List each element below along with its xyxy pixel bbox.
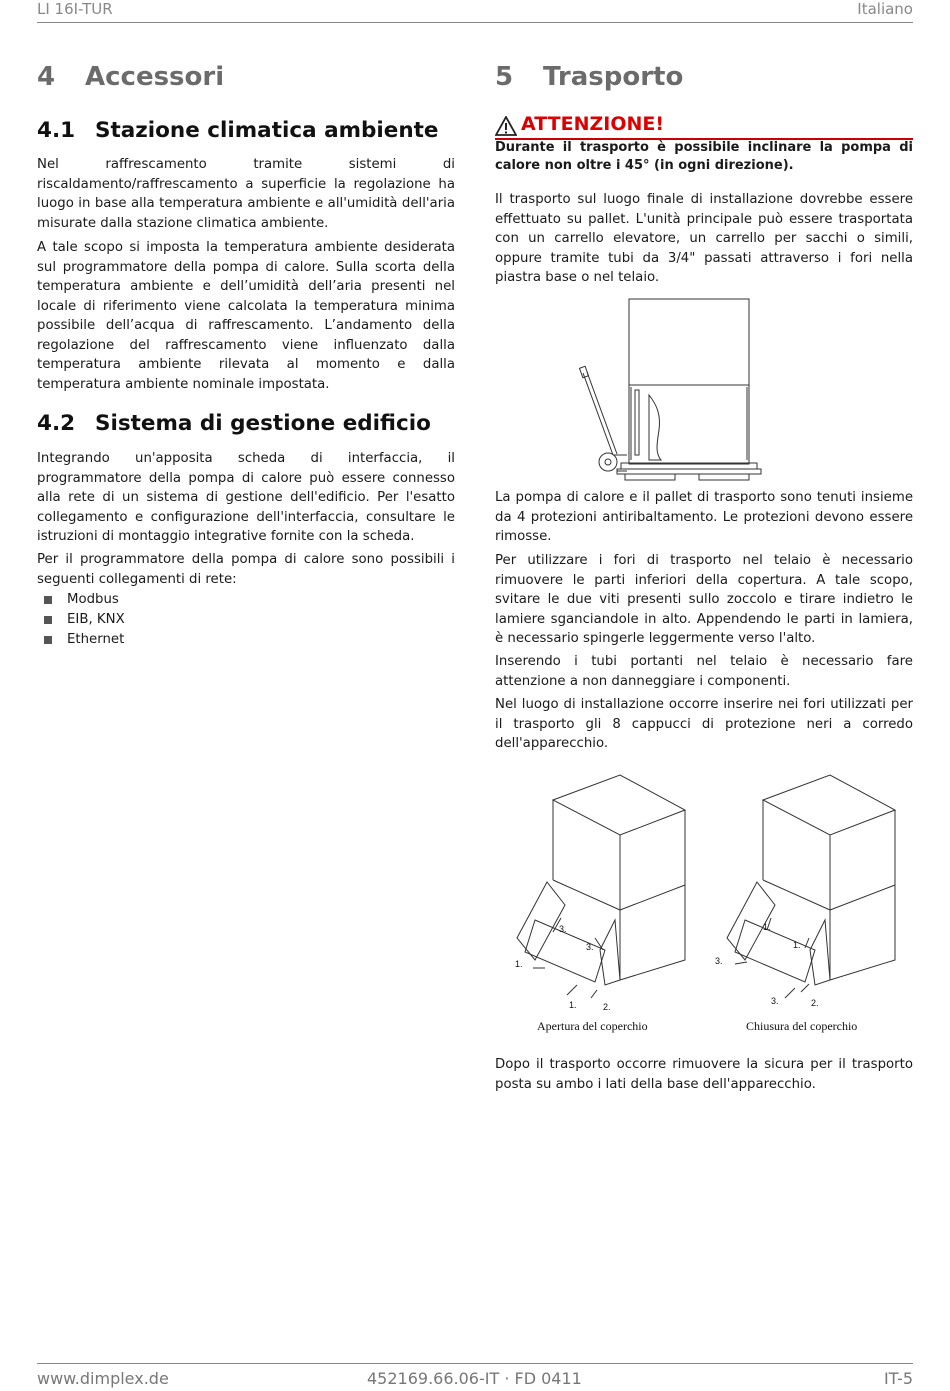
section-4-2-paragraph-2: Per il programmatore della pompa di calore sono possibili i seguenti collegamenti di rete: [37, 552, 455, 587]
section-4-2-paragraph-1: Integrando un'apposita scheda di interfaccia, il programmatore della pompa di calore può essere connesso alla rete di un sistema di gestione dell'edificio. Per l'esatto collegamento e configurazione dell'interfaccia, consultare le istruzioni di montaggio integrative fornite con la scheda. [37, 451, 455, 544]
section-4-2-heading [37, 411, 431, 436]
section-4-1-title: Stazione climatica ambiente [95, 118, 439, 143]
step-label: 2. [811, 998, 819, 1008]
step-label: 2. [603, 1002, 611, 1012]
footer-document-number: 452169.66.06-IT · FD 0411 [367, 1369, 582, 1388]
section-4-number: 4 [37, 62, 56, 92]
step-label: 3. [771, 996, 779, 1006]
section-4-heading [37, 62, 224, 92]
network-options-list [37, 590, 125, 650]
section-5-heading [495, 62, 683, 92]
step-label: 3. [715, 956, 723, 966]
cover-closing-figure [727, 775, 895, 998]
page-footer [37, 1363, 913, 1391]
step-label: 3. [559, 924, 567, 934]
section-5-paragraph-4: Inserendo i tubi portanti nel telaio è necessario fare attenzione a non danneggiare i componenti. [495, 654, 913, 689]
header-model: LI 16I-TUR [37, 0, 113, 18]
section-5-paragraph-2: La pompa di calore e il pallet di trasporto sono tenuti insieme da 4 protezioni antiribaltamento. Le protezioni devono essere rimosse. [495, 490, 913, 544]
header-language: Italiano [857, 0, 913, 18]
section-4-1-paragraph-1: Nel raffrescamento tramite sistemi di riscaldamento/raffrescamento a superficie la regolazione ha luogo in base alla temperatura ambiente e all'umidità dell'aria misurate dalla stazione climatica ambiente. [37, 157, 455, 231]
warning-title: ATTENZIONE! [521, 113, 665, 135]
section-4-1-heading [37, 118, 439, 143]
pallet-transport-illustration [565, 295, 775, 485]
cover-diagram [505, 770, 905, 1020]
section-4-1-number: 4.1 [37, 118, 76, 143]
step-label: 3. [586, 942, 594, 952]
warning-box [495, 113, 913, 140]
caption-opening: Apertura del coperchio [537, 1019, 648, 1033]
section-5-paragraph-3: Per utilizzare i fori di trasporto nel telaio è necessario rimuovere le parti inferiori della copertura. A tale scopo, svitare le due viti presenti sullo zoccolo e tirare indietro le lamiere sganciandole in alto. Appendendo le parti in lamiera, è necessario spingerle leggermente verso l'alto. [495, 553, 913, 646]
section-5-number: 5 [495, 62, 514, 92]
list-item: Modbus [37, 590, 125, 610]
warning-icon [495, 116, 517, 136]
list-item: EIB, KNX [37, 610, 125, 630]
warning-text: Durante il trasporto è possibile inclinare la pompa di calore non oltre i 45° (in ogni direzione). [495, 140, 913, 173]
section-4-2-title: Sistema di gestione edificio [95, 411, 431, 436]
list-item: Ethernet [37, 630, 125, 650]
footer-website[interactable]: www.dimplex.de [37, 1369, 169, 1388]
section-5-paragraph-1: Il trasporto sul luogo finale di installazione dovrebbe essere effettuato su pallet. L'unità principale può essere trasportata con un carrello elevatore, un carrello per sacchi o simili, oppure tramite tubi da 3/4" passati attraverso i fori nella piastra base o nel telaio. [495, 192, 913, 285]
caption-closing: Chiusura del coperchio [746, 1019, 858, 1033]
step-label: 1. [569, 1000, 577, 1010]
step-label: 1. [793, 940, 801, 950]
section-5-paragraph-6: Dopo il trasporto occorre rimuovere la sicura per il trasporto posta su ambo i lati della base dell'apparecchio. [495, 1057, 913, 1092]
section-4-title: Accessori [85, 62, 225, 92]
section-4-2-number: 4.2 [37, 411, 76, 436]
step-label: 1. [763, 922, 771, 932]
section-5-title: Trasporto [543, 62, 684, 92]
step-label: 1. [515, 959, 523, 969]
footer-page-number: IT-5 [884, 1369, 913, 1388]
page-header [37, 0, 913, 23]
cover-opening-figure [517, 775, 685, 998]
section-5-paragraph-5: Nel luogo di installazione occorre inserire nei fori utilizzati per il trasporto gli 8 cappucci di protezione neri a corredo dell'apparecchio. [495, 697, 913, 751]
section-4-1-paragraph-2: A tale scopo si imposta la temperatura ambiente desiderata sul programmatore della pompa di calore. Sulla scorta della temperatura ambiente e dell’umidità dell’aria presenti nel locale di riferimento viene calcolata la temperatura minima possibile dell’acqua di raffrescamento. L’andamento della regolazione del raffrescamento viene influenzato dalla temperatura ambiente rilevata al momento e dalla temperatura ambiente nominale impostata. [37, 240, 455, 392]
